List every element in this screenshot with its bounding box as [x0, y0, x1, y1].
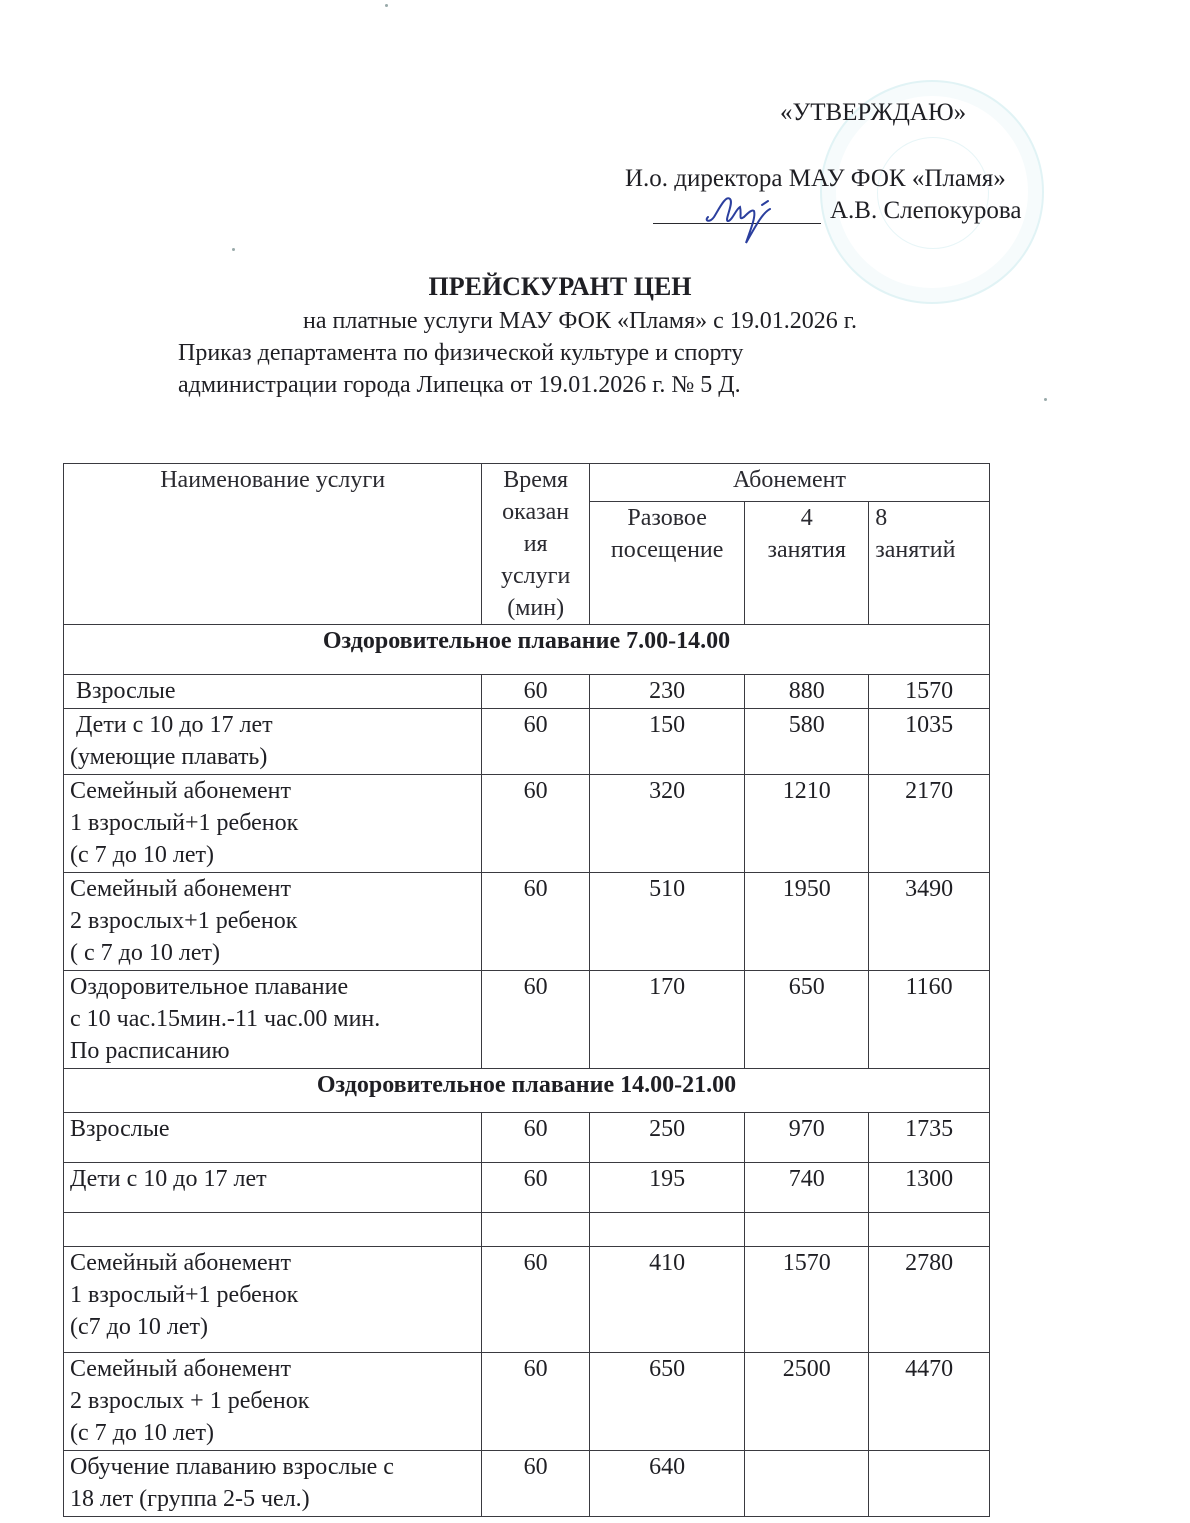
cell-four: 580: [745, 709, 869, 775]
approver-name: А.В. Слепокурова: [830, 197, 1022, 224]
service-name-line: Обучение плаванию взрослые с: [70, 1454, 394, 1480]
cell-four: 650: [745, 971, 869, 1069]
table-row: [64, 1213, 990, 1247]
table-row: [64, 873, 990, 971]
service-name: [64, 1451, 482, 1517]
cell-time: 60: [482, 1163, 590, 1213]
document-subtitle: на платные услуги МАУ ФОК «Пламя» с 19.01.2026 г.: [303, 308, 857, 334]
service-name-line: (с 7 до 10 лет): [70, 1420, 214, 1446]
header-time-line: оказан: [502, 499, 570, 525]
cell-time: 60: [482, 873, 590, 971]
service-name-line: По расписанию: [70, 1038, 230, 1064]
order-reference-line-1: Приказ департамента по физической культуре и спорту: [178, 340, 744, 366]
service-name-line: Дети с 10 до 17 лет: [70, 712, 273, 738]
cell-eight: 4470: [869, 1353, 990, 1451]
cell-single: 195: [590, 1163, 745, 1213]
cell-eight: 1035: [869, 709, 990, 775]
header-eight-line: 8: [875, 505, 888, 532]
document-title: ПРЕЙСКУРАНТ ЦЕН: [428, 272, 692, 301]
order-reference-line-2: администрации города Липецка от 19.01.2026 г. № 5 Д.: [178, 372, 741, 398]
header-eight-line: занятий: [875, 537, 956, 564]
cell-single: 170: [590, 971, 745, 1069]
cell-four: 740: [745, 1163, 869, 1213]
service-name-line: Семейный абонемент: [70, 778, 291, 804]
cell-four: [745, 1213, 869, 1247]
header-time-line: Время: [503, 467, 569, 493]
cell-eight: 2170: [869, 775, 990, 873]
cell-time: 60: [482, 675, 590, 709]
cell-four: 880: [745, 675, 869, 709]
table-row: [64, 1353, 990, 1451]
header-four: [745, 502, 869, 625]
service-name-line: с 10 час.15мин.-11 час.00 мин.: [70, 1006, 381, 1032]
cell-time: 60: [482, 775, 590, 873]
table-row: [64, 971, 990, 1069]
service-name-line: Взрослые: [70, 678, 176, 704]
table-row: [64, 1113, 990, 1163]
section-title: Оздоровительное плавание 7.00-14.00: [64, 625, 990, 675]
cell-single: 250: [590, 1113, 745, 1163]
header-time-line: ия: [523, 531, 548, 557]
service-name-line: Семейный абонемент: [70, 1356, 291, 1382]
header-four-line: 4: [800, 505, 813, 532]
cell-single: 230: [590, 675, 745, 709]
cell-eight: 1735: [869, 1113, 990, 1163]
service-name-line: 18 лет (группа 2-5 чел.): [70, 1486, 310, 1512]
service-name: [64, 1163, 482, 1213]
section-title: Оздоровительное плавание 14.00-21.00: [64, 1069, 990, 1113]
table-row: [64, 1163, 990, 1213]
service-name: [64, 1247, 482, 1353]
service-name-line: 2 взрослых+1 ребенок: [70, 908, 298, 934]
section-row: [64, 1069, 990, 1113]
service-name: [64, 1353, 482, 1451]
approver-role: И.о. директора МАУ ФОК «Пламя»: [625, 165, 1006, 192]
cell-single: 410: [590, 1247, 745, 1353]
cell-four: 1210: [745, 775, 869, 873]
signature-icon: [700, 187, 790, 247]
service-name: [64, 1113, 482, 1163]
cell-time: 60: [482, 1113, 590, 1163]
header-single-line: посещение: [610, 537, 724, 564]
header-eight: [869, 502, 990, 625]
service-name-line: 2 взрослых + 1 ребенок: [70, 1388, 310, 1414]
service-name-line: Семейный абонемент: [70, 876, 291, 902]
header-service-label: Наименование услуги: [160, 467, 386, 493]
price-table: [63, 463, 990, 1517]
cell-eight: 3490: [869, 873, 990, 971]
cell-four: 1570: [745, 1247, 869, 1353]
header-subscription: [590, 464, 990, 502]
table-row: [64, 675, 990, 709]
scan-speck: [1044, 398, 1047, 401]
table-row: [64, 1451, 990, 1517]
cell-eight: 2780: [869, 1247, 990, 1353]
service-name-line: Оздоровительное плавание: [70, 974, 349, 1000]
cell-single: [590, 1213, 745, 1247]
cell-eight: [869, 1213, 990, 1247]
cell-four: 2500: [745, 1353, 869, 1451]
cell-four: 970: [745, 1113, 869, 1163]
header-subscription-label: Абонемент: [733, 467, 847, 493]
cell-single: 320: [590, 775, 745, 873]
service-name-line: 1 взрослый+1 ребенок: [70, 1282, 299, 1308]
header-time-line: услуги: [500, 563, 571, 589]
service-name-line: Взрослые: [70, 1116, 170, 1142]
header-service: [64, 464, 482, 625]
cell-four: [745, 1451, 869, 1517]
service-name-line: Дети с 10 до 17 лет: [70, 1166, 267, 1192]
service-name-line: ( с 7 до 10 лет): [70, 940, 220, 966]
header-time: [482, 464, 590, 625]
header-single-line: Разовое: [627, 505, 707, 532]
cell-time: [482, 1213, 590, 1247]
table-row: [64, 709, 990, 775]
cell-eight: 1160: [869, 971, 990, 1069]
cell-time: 60: [482, 971, 590, 1069]
cell-time: 60: [482, 1353, 590, 1451]
cell-eight: 1300: [869, 1163, 990, 1213]
service-name: [64, 675, 482, 709]
cell-single: 510: [590, 873, 745, 971]
service-name-line: 1 взрослый+1 ребенок: [70, 810, 299, 836]
cell-single: 150: [590, 709, 745, 775]
table-row: [64, 1247, 990, 1353]
service-name-line: (умеющие плавать): [70, 744, 268, 770]
cell-single: 640: [590, 1451, 745, 1517]
service-name: [64, 873, 482, 971]
scan-speck: [385, 4, 388, 7]
cell-four: 1950: [745, 873, 869, 971]
cell-time: 60: [482, 709, 590, 775]
service-name-line: (с7 до 10 лет): [70, 1314, 208, 1340]
cell-single: 650: [590, 1353, 745, 1451]
service-name-line: (с 7 до 10 лет): [70, 842, 214, 868]
header-single: [590, 502, 745, 625]
stamp-emblem: [877, 137, 989, 249]
section-row: [64, 625, 990, 675]
service-name: [64, 971, 482, 1069]
approval-title: «УТВЕРЖДАЮ»: [780, 99, 967, 126]
header-four-line: занятия: [767, 537, 846, 564]
table-header-row: [64, 464, 990, 502]
service-name-line: Семейный абонемент: [70, 1250, 291, 1276]
scan-speck: [232, 248, 235, 251]
header-time-line: (мин): [507, 595, 565, 621]
service-name: [64, 709, 482, 775]
table-row: [64, 775, 990, 873]
service-name: [64, 1213, 482, 1247]
cell-eight: [869, 1451, 990, 1517]
cell-eight: 1570: [869, 675, 990, 709]
service-name: [64, 775, 482, 873]
cell-time: 60: [482, 1451, 590, 1517]
cell-time: 60: [482, 1247, 590, 1353]
